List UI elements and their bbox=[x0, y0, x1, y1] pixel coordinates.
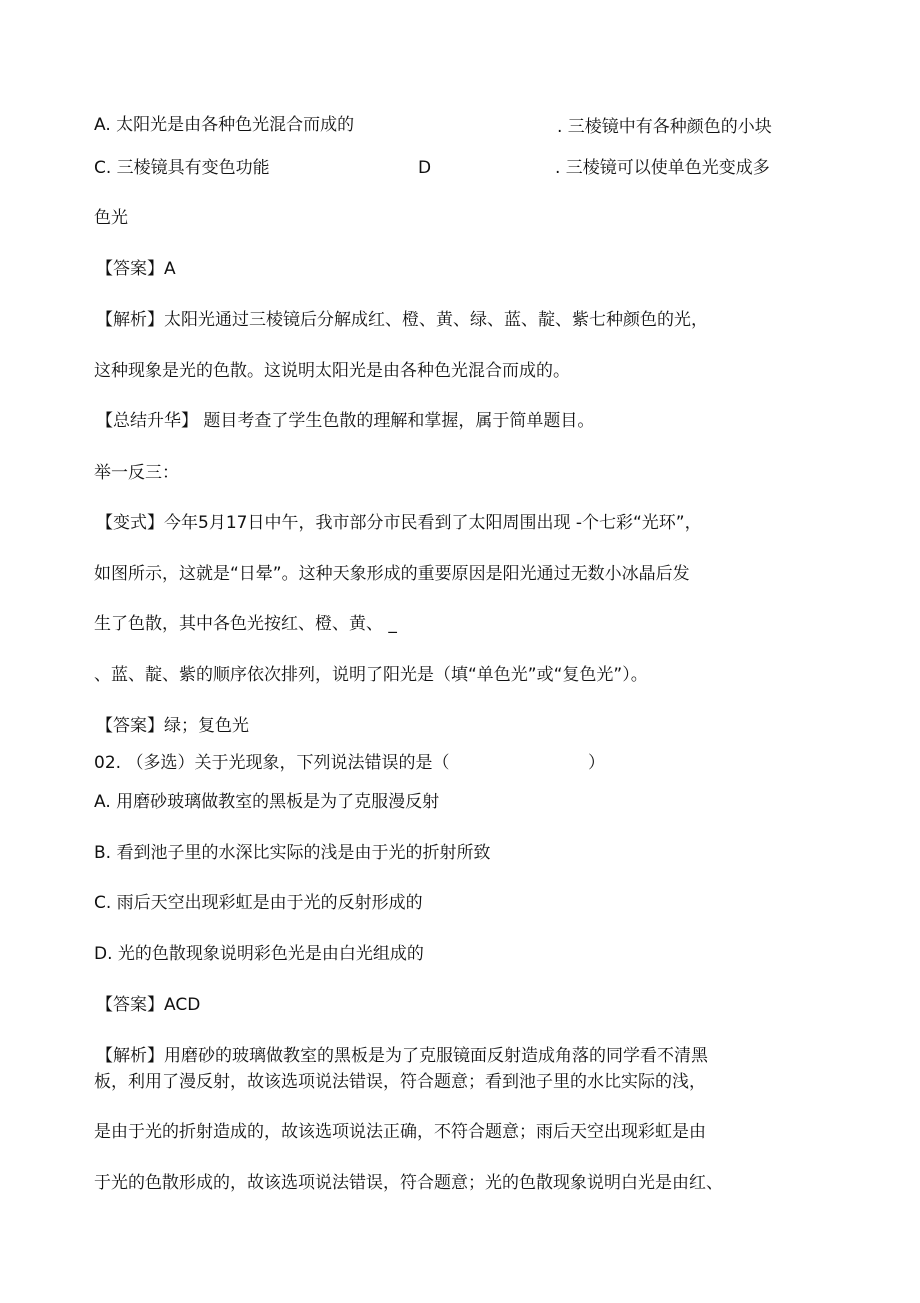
variant-line-2: 如图所示，这就是“日晕”。这种天象形成的重要原因是阳光通过无数小冰晶后发 bbox=[94, 564, 690, 584]
variant-line-3: 生了色散，其中各色光按红、橙、黄、 _ bbox=[94, 614, 397, 634]
option-b: . 三棱镜中有各种颜色的小块 bbox=[557, 117, 772, 137]
q2-option-a: A. 用磨砂玻璃做教室的黑板是为了克服漫反射 bbox=[94, 792, 440, 812]
option-d-letter: D bbox=[418, 158, 432, 178]
q1-analysis-line-2: 这种现象是光的色散。这说明太阳光是由各种色光混合而成的。 bbox=[94, 361, 570, 381]
q2-option-b: B. 看到池子里的水深比实际的浅是由于光的折射所致 bbox=[94, 843, 491, 863]
q1-analysis-line-1: 【解析】太阳光通过三棱镜后分解成红、橙、黄、绿、蓝、靛、紫七种颜色的光， bbox=[96, 310, 708, 330]
q1-summary: 【总结升华】 题目考查了学生色散的理解和掌握，属于简单题目。 bbox=[96, 411, 595, 431]
option-c: C. 三棱镜具有变色功能 bbox=[94, 158, 270, 178]
q2-option-c: C. 雨后天空出现彩虹是由于光的反射形成的 bbox=[94, 893, 423, 913]
q2-stem: 02. （多选）关于光现象，下列说法错误的是（ bbox=[94, 753, 450, 773]
q2-option-d: D. 光的色散现象说明彩色光是由白光组成的 bbox=[94, 944, 424, 964]
variant-line-1: 【变式】今年5月17日中午，我市部分市民看到了太阳周围出现 -个七彩“光环”， bbox=[96, 513, 702, 533]
q1-answer: 【答案】A bbox=[96, 259, 176, 279]
q2-analysis-line-4: 于光的色散形成的，故该选项说法错误，符合题意；光的色散现象说明白光是由红、 bbox=[94, 1173, 723, 1193]
q2-analysis-line-3: 是由于光的折射造成的，故该选项说法正确，不符合题意；雨后天空出现彩虹是由 bbox=[94, 1122, 706, 1142]
q2-stem-close: ） bbox=[588, 753, 605, 773]
q2-analysis-line-1: 【解析】用磨砂的玻璃做教室的黑板是为了克服镜面反射造成角落的同学看不清黑 bbox=[96, 1046, 708, 1066]
q2-analysis-line-2: 板，利用了漫反射，故该选项说法错误，符合题意；看到池子里的水比实际的浅， bbox=[94, 1072, 706, 1092]
variant-line-4: 、蓝、靛、紫的顺序依次排列，说明了阳光是（填“单色光”或“复色光”）。 bbox=[94, 665, 648, 685]
q2-answer: 【答案】ACD bbox=[96, 995, 201, 1015]
practice-heading: 举一反三： bbox=[94, 463, 179, 483]
option-d-continued: 色光 bbox=[94, 208, 128, 228]
option-a: A. 太阳光是由各种色光混合而成的 bbox=[94, 115, 355, 135]
option-d: . 三棱镜可以使单色光变成多 bbox=[555, 158, 770, 178]
variant-answer: 【答案】绿；复色光 bbox=[96, 716, 249, 736]
